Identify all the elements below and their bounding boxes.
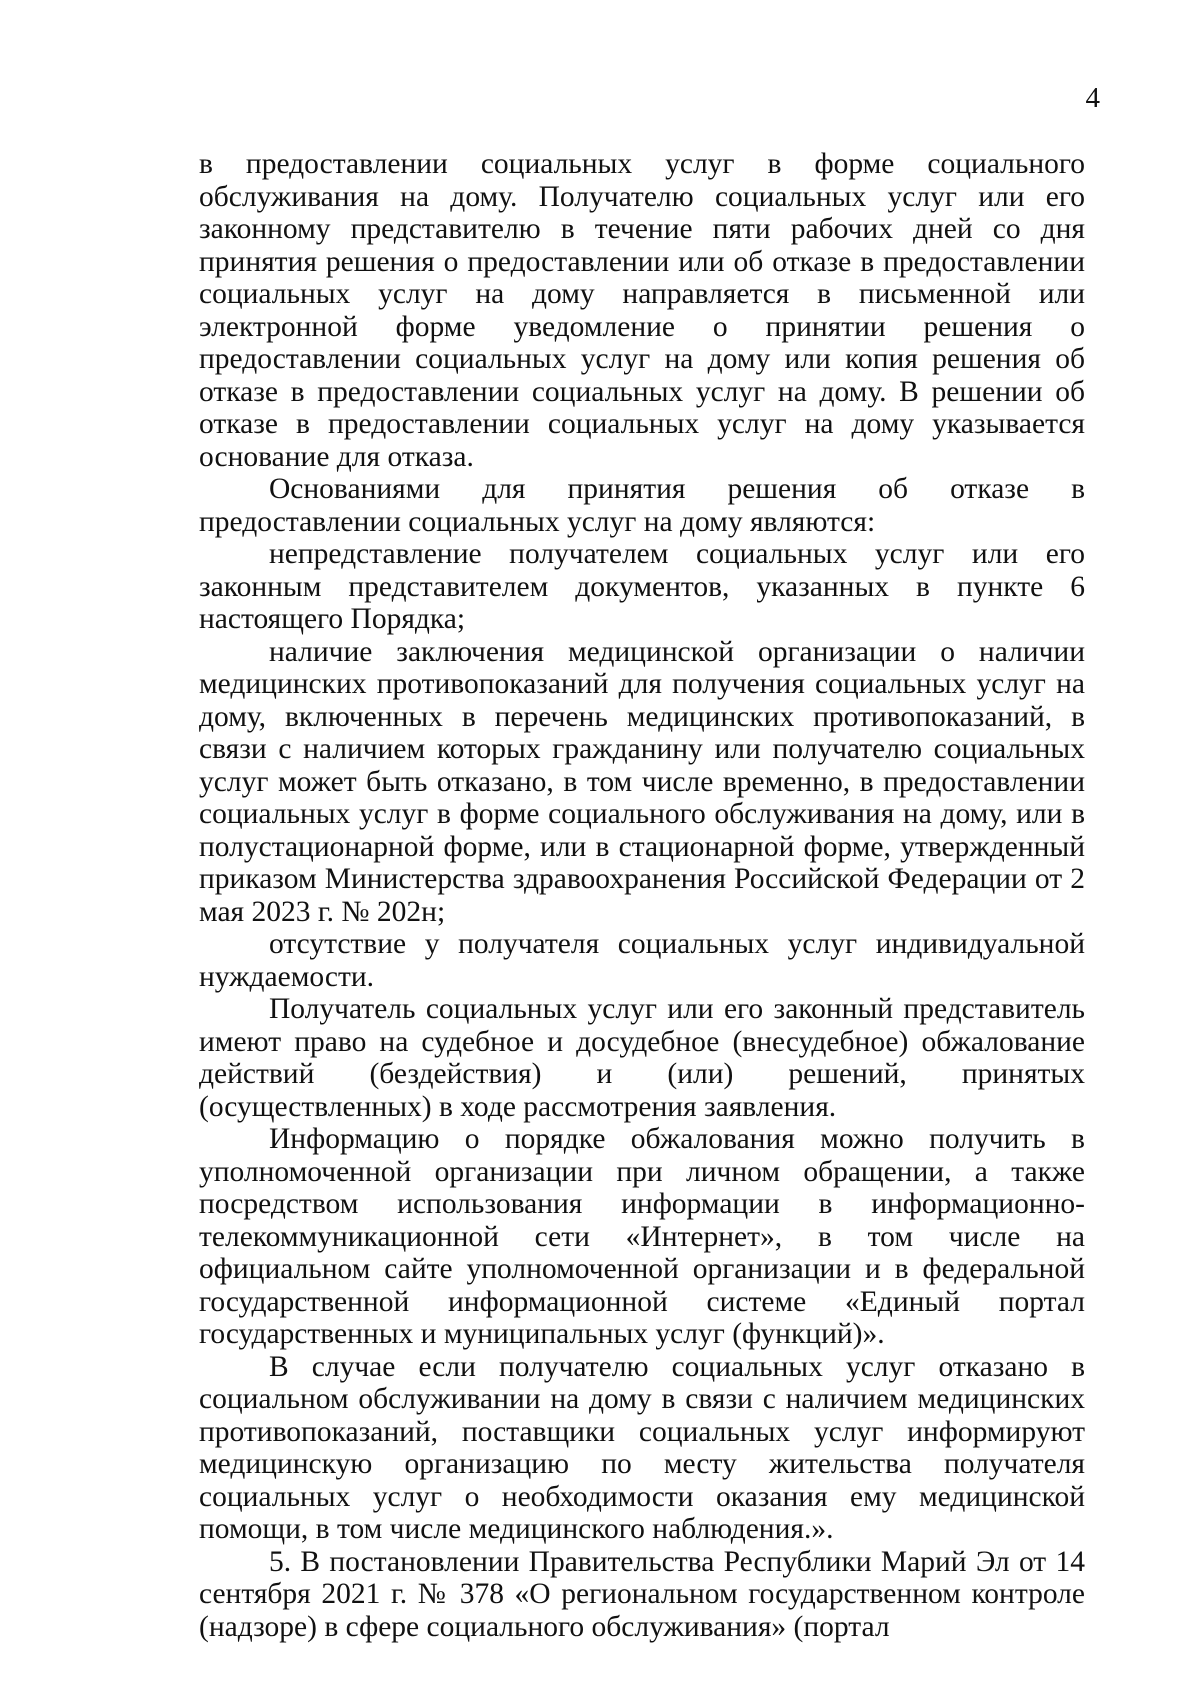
paragraph-appeal-information: Информацию о порядке обжалования можно получить в уполномоченной организации при личном обращении, а также посредством использования информации в информационно-телекоммуникационной сети «Интернет», в том числе на официальном сайте уполномоченной организации и в федеральной государственной информационной системе «Единый портал государственных и муниципальных услуг (функций)».	[199, 1123, 1085, 1350]
page-number: 4	[1085, 82, 1100, 114]
paragraph-medical-contraindications: наличие заключения медицинской организации о наличии медицинских противопоказаний для получения социальных услуг на дому, включенных в перечень медицинских противопоказаний, в связи с наличием которых гражданину или получателю социальных услуг может быть отказано, в том числе временно, в предоставлении социальных услуг в форме социального обслуживания на дому, или в полустационарной форме, или в стационарной форме, утвержденный приказом Министерства здравоохранения Российской Федерации от 2 мая 2023 г. № 202н;	[199, 635, 1085, 928]
paragraph-medical-informing: В случае если получателю социальных услуг отказано в социальном обслуживании на дому в связи с наличием медицинских противопоказаний, поставщики социальных услуг информируют медицинскую организацию по месту жительства получателя социальных услуг о необходимости оказания ему медицинской помощи, в том числе медицинского наблюдения.».	[199, 1350, 1085, 1545]
paragraph-no-need: отсутствие у получателя социальных услуг индивидуальной нуждаемости.	[199, 928, 1085, 993]
paragraph-appeal-right: Получатель социальных услуг или его законный представитель имеют право на судебное и досудебное (внесудебное) обжалование действий (бездействия) и (или) решений, принятых (осуществленных) в ходе рассмотрения заявления.	[199, 993, 1085, 1123]
document-body	[199, 148, 1085, 1643]
paragraph-missing-documents: непредставление получателем социальных услуг или его законным представителем документов, указанных в пункте 6 настоящего Порядка;	[199, 538, 1085, 635]
paragraph-refusal-grounds: Основаниями для принятия решения об отказе в предоставлении социальных услуг на дому являются:	[199, 473, 1085, 538]
paragraph-item-5: 5. В постановлении Правительства Республики Марий Эл от 14 сентября 2021 г. № 378 «О региональном государственном контроле (надзоре) в сфере социального обслуживания» (портал	[199, 1545, 1085, 1643]
paragraph-decision-notice: в предоставлении социальных услуг в форме социального обслуживания на дому. Получателю социальных услуг или его законному представителю в течение пяти рабочих дней со дня принятия решения о предоставлении или об отказе в предоставлении социальных услуг на дому направляется в письменной или электронной форме уведомление о принятии решения о предоставлении социальных услуг на дому или копия решения об отказе в предоставлении социальных услуг на дому. В решении об отказе в предоставлении социальных услуг на дому указывается основание для отказа.	[199, 148, 1085, 473]
